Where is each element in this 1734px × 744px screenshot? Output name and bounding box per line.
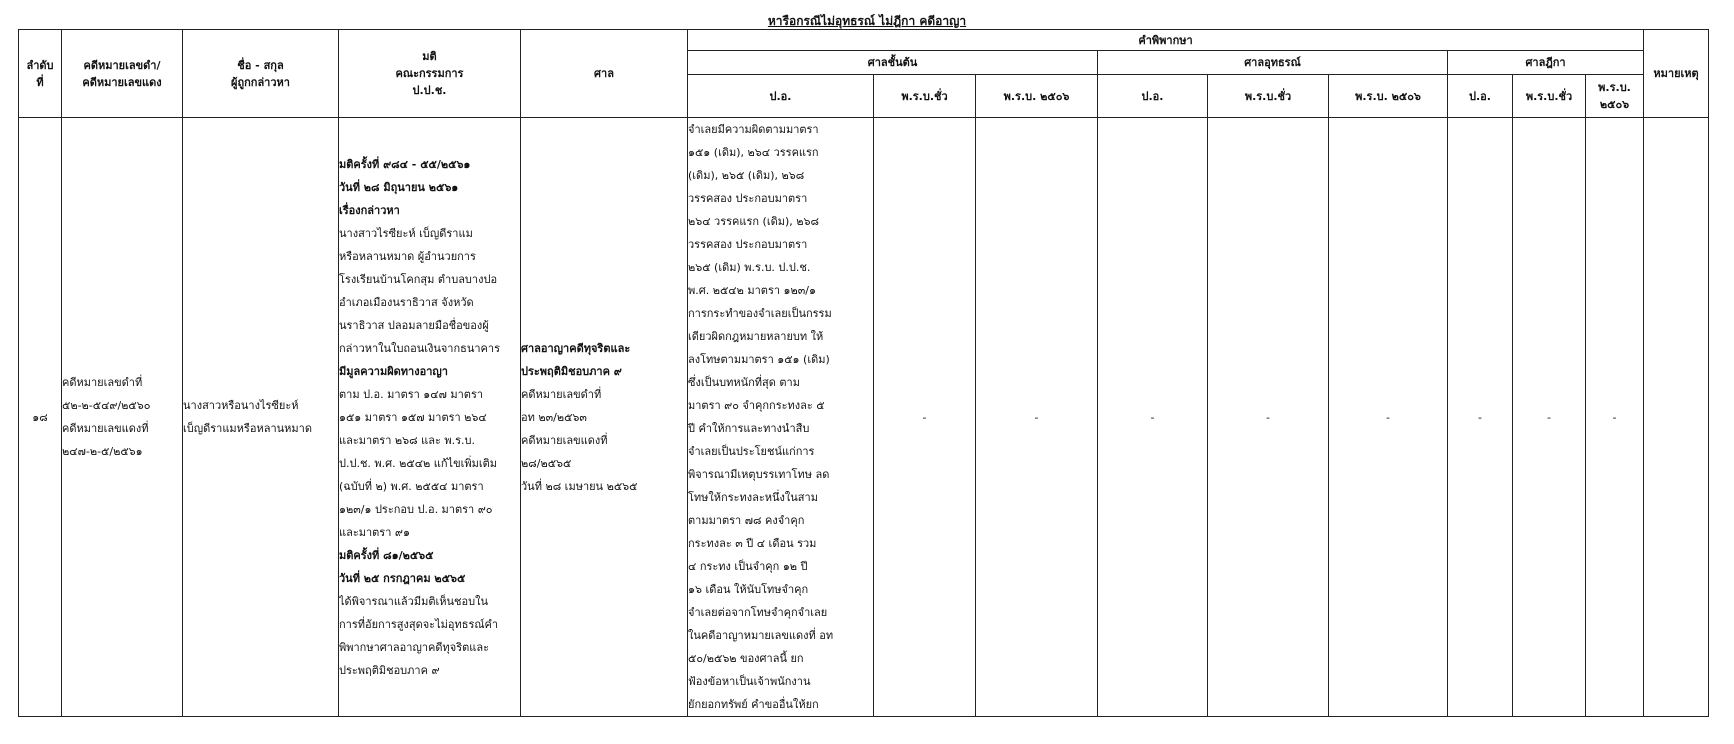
header-appeal-prb-temp: พ.ร.บ.ชั่ว xyxy=(1208,75,1329,118)
res-line: ป.ป.ช. พ.ศ. ๒๕๔๒ แก้ไขเพิ่มเติม xyxy=(339,456,498,470)
header-case-number: คดีหมายเลขดำ/ คดีหมายเลขแดง xyxy=(62,30,183,118)
po-line: ลงโทษตามมาตรา ๑๕๑ (เดิม) xyxy=(688,353,830,366)
po-line: พ.ศ. ๒๕๔๒ มาตรา ๑๒๓/๑ xyxy=(688,284,816,297)
po-line: ๕๐/๒๕๖๒ ของศาลนี้ ยก xyxy=(688,652,804,665)
res-line: นางสาวไรซียะห์ เบ็ญดีราแม xyxy=(339,226,473,240)
po-line: ยักยอกทรัพย์ คำขออื่นให้ยก xyxy=(688,698,819,711)
po-line: เดียวผิดกฎหมายหลายบท ให้ xyxy=(688,330,824,343)
row-appeal-po: - xyxy=(1098,118,1208,717)
court-line: อท ๒๓/๒๕๖๓ xyxy=(521,410,587,424)
res-line: (ฉบับที่ ๒) พ.ศ. ๒๕๕๔ มาตรา xyxy=(339,479,484,493)
po-line: จำเลยต่อจากโทษจำคุกจำเลย xyxy=(688,606,828,619)
res-line: มีมูลความผิดทางอาญา xyxy=(339,364,448,378)
court-line: คดีหมายเลขดำที่ xyxy=(521,387,602,401)
row-first-court-po xyxy=(688,118,874,717)
res-line: วันที่ ๒๕ กรกฎาคม ๒๕๖๕ xyxy=(339,571,466,585)
header-accused-name: ชื่อ - สกุล ผู้ถูกกล่าวหา xyxy=(183,30,339,118)
table-row xyxy=(19,118,1709,717)
row-first-prb-2506: - xyxy=(976,118,1098,717)
header-first-prb-2506: พ.ร.บ. ๒๕๐๖ xyxy=(976,75,1098,118)
header-supreme-prb-2506: พ.ร.บ. ๒๕๐๖ xyxy=(1586,75,1644,118)
row-supreme-prb-temp: - xyxy=(1513,118,1586,717)
po-line: วรรคสอง ประกอบมาตรา xyxy=(688,238,808,251)
row-supreme-po: - xyxy=(1448,118,1513,717)
header-supreme-prb-temp: พ.ร.บ.ชั่ว xyxy=(1513,75,1586,118)
court-line: วันที่ ๒๘ เมษายน ๒๕๖๕ xyxy=(521,479,638,493)
header-supreme-po: ป.อ. xyxy=(1448,75,1513,118)
po-line: โทษให้กระทงละหนึ่งในสาม xyxy=(688,491,818,504)
res-line: เรื่องกล่าวหา xyxy=(339,203,400,217)
res-line: ประพฤติมิชอบภาค ๙ xyxy=(339,663,440,677)
res-line: กล่าวหาในใบถอนเงินจากธนาคาร xyxy=(339,341,500,355)
header-order: ลำดับ ที่ xyxy=(19,30,62,118)
row-accused-name: นางสาวหรือนางไรซียะห์ เบ็ญดีราแมหรือหลานหมาด xyxy=(183,118,339,717)
res-line: ตาม ป.อ. มาตรา ๑๔๗ มาตรา xyxy=(339,387,484,401)
res-line: ๑๕๑ มาตรา ๑๕๗ มาตรา ๒๖๔ xyxy=(339,410,487,424)
po-line: ฟ้องข้อหาเป็นเจ้าพนักงาน xyxy=(688,675,811,688)
po-line: มาตรา ๙๐ จำคุกกระทงละ ๕ xyxy=(688,399,825,412)
row-first-prb-temp: - xyxy=(874,118,976,717)
res-line: มติครั้งที่ ๙๘๔ - ๕๕/๒๕๖๑ xyxy=(339,157,471,171)
res-line: มติครั้งที่ ๘๑/๒๕๖๕ xyxy=(339,548,434,562)
res-line: หรือหลานหมาด ผู้อำนวยการ xyxy=(339,249,476,263)
res-line: และมาตรา ๙๑ xyxy=(339,525,410,539)
po-line: ปี คำให้การและทางนำสืบ xyxy=(688,422,810,435)
document-title: หารือกรณีไม่อุทธรณ์ ไม่ฎีกา คดีอาญา xyxy=(767,14,967,28)
res-line: การที่อัยการสูงสุดจะไม่อุทธรณ์คำ xyxy=(339,617,499,631)
po-line: ๑๕๑ (เดิม), ๒๖๔ วรรคแรก xyxy=(688,146,819,159)
res-line: นราธิวาส ปลอมลายมือชื่อของผู้ xyxy=(339,318,489,332)
header-appeal-court: ศาลอุทธรณ์ xyxy=(1098,51,1448,75)
court-line: ศาลอาญาคดีทุจริตและ xyxy=(521,341,631,355)
res-line: ได้พิจารณาแล้วมีมติเห็นชอบใน xyxy=(339,594,488,608)
res-line: วันที่ ๒๘ มิถุนายน ๒๕๖๑ xyxy=(339,180,459,194)
row-appeal-prb-temp: - xyxy=(1208,118,1329,717)
header-remark: หมายเหตุ xyxy=(1644,30,1709,118)
header-court: ศาล xyxy=(521,30,688,118)
po-line: พิจารณามีเหตุบรรเทาโทษ ลด xyxy=(688,468,830,481)
po-line: กระทงละ ๓ ปี ๔ เดือน รวม xyxy=(688,537,817,550)
row-supreme-prb-2506: - xyxy=(1586,118,1644,717)
header-first-po: ป.อ. xyxy=(688,75,874,118)
po-line: จำเลยมีความผิดตามมาตรา xyxy=(688,123,819,136)
header-appeal-prb-2506: พ.ร.บ. ๒๕๐๖ xyxy=(1329,75,1448,118)
court-line: คดีหมายเลขแดงที่ xyxy=(521,433,608,447)
po-line: จำเลยเป็นประโยชน์แก่การ xyxy=(688,445,815,458)
case-table xyxy=(18,29,1709,717)
res-line: โรงเรียนบ้านโคกสุม ตำบลบางปอ xyxy=(339,272,498,286)
row-appeal-prb-2506: - xyxy=(1329,118,1448,717)
header-supreme-court: ศาลฎีกา xyxy=(1448,51,1644,75)
po-line: การกระทำของจำเลยเป็นกรรม xyxy=(688,307,832,320)
row-court xyxy=(521,118,688,717)
header-resolution: มติ คณะกรรมการ ป.ป.ช. xyxy=(339,30,521,118)
po-line: ๔ กระทง เป็นจำคุก ๑๒ ปี xyxy=(688,560,808,573)
header-first-court: ศาลชั้นต้น xyxy=(688,51,1098,75)
court-line: ๒๘/๒๕๖๕ xyxy=(521,456,572,470)
court-line: ประพฤติมิชอบภาค ๙ xyxy=(521,364,622,378)
po-line: ๒๖๕ (เดิม) พ.ร.บ. ป.ป.ช. xyxy=(688,261,811,274)
res-line: ๑๒๓/๑ ประกอบ ป.อ. มาตรา ๙๐ xyxy=(339,502,493,516)
po-line: ๒๖๔ วรรคแรก (เดิม), ๒๖๘ xyxy=(688,215,820,228)
header-first-prb-temp: พ.ร.บ.ชั่ว xyxy=(874,75,976,118)
po-line: ซึ่งเป็นบทหนักที่สุด ตาม xyxy=(688,376,800,389)
header-appeal-po: ป.อ. xyxy=(1098,75,1208,118)
header-judgment: คำพิพากษา xyxy=(688,30,1644,51)
res-line: และมาตรา ๒๖๘ และ พ.ร.บ. xyxy=(339,433,475,447)
row-resolution xyxy=(339,118,521,717)
po-line: (เดิม), ๒๖๕ (เดิม), ๒๖๘ xyxy=(688,169,805,182)
po-line: ตามมาตรา ๗๘ คงจำคุก xyxy=(688,514,805,527)
po-line: ในคดีอาญาหมายเลขแดงที่ อท xyxy=(688,629,834,642)
po-line: วรรคสอง ประกอบมาตรา xyxy=(688,192,808,205)
row-remark xyxy=(1644,118,1709,717)
row-order: ๑๘ xyxy=(19,118,62,717)
res-line: พิพากษาศาลอาญาคดีทุจริตและ xyxy=(339,640,489,654)
po-line: ๑๖ เดือน ให้นับโทษจำคุก xyxy=(688,583,809,596)
res-line: อำเภอเมืองนราธิวาส จังหวัด xyxy=(339,295,474,309)
row-case-number: คดีหมายเลขดำที่ ๕๒-๒-๕๔๙/๒๕๖๐ คดีหมายเลขแดงที่ ๒๔๗-๒-๕/๒๕๖๑ xyxy=(62,118,183,717)
